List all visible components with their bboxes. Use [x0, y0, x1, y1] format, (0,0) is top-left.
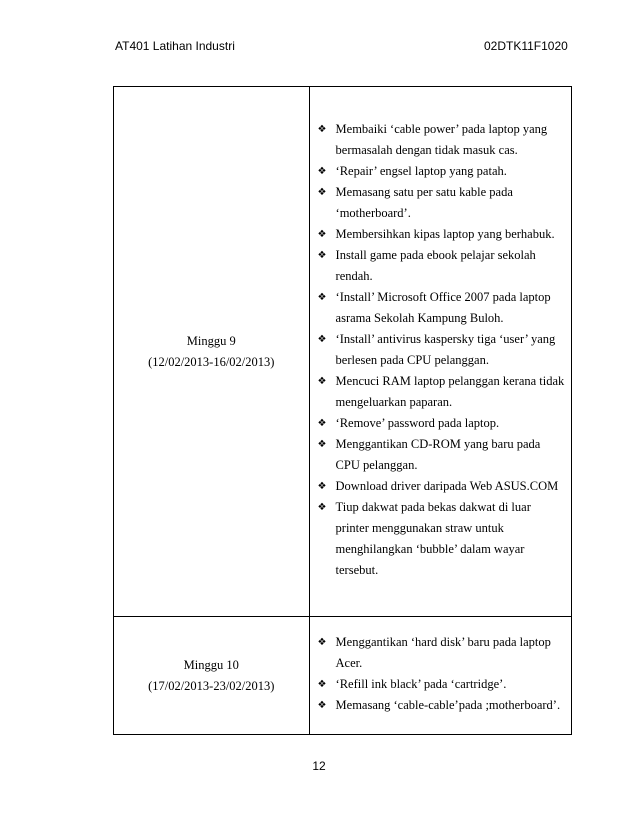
- table-row: [114, 617, 572, 735]
- list-item: ❖ Memasang ‘cable-cable’pada ;motherboard’.: [316, 695, 567, 716]
- list-item: ❖ Download driver daripada Web ASUS.COM: [316, 476, 567, 497]
- list-item: ❖ ‘Install’ Microsoft Office 2007 pada laptop asrama Sekolah Kampung Buloh.: [316, 287, 567, 329]
- diamond-bullet-icon: ❖: [317, 186, 327, 198]
- week-label: Minggu 9: [186, 333, 236, 348]
- list-item: ❖ Memasang satu per satu kable pada ‘motherboard’.: [316, 182, 567, 224]
- diamond-bullet-icon: ❖: [317, 438, 327, 450]
- list-item: ❖ Tiup dakwat pada bekas dakwat di luar printer menggunakan straw untuk menghilangkan ‘bubble’ dalam wayar tersebut.: [316, 497, 567, 581]
- list-item: ❖ ‘Repair’ engsel laptop yang patah.: [316, 161, 567, 182]
- page-number: 12: [312, 759, 326, 773]
- table-row: [114, 87, 572, 617]
- list-item: ❖ Install game pada ebook pelajar sekolah rendah.: [316, 245, 567, 287]
- diamond-bullet-icon: ❖: [317, 699, 327, 711]
- tasks-cell: [309, 617, 571, 735]
- list-item: ❖ Mencuci RAM laptop pelanggan kerana tidak mengeluarkan paparan.: [316, 371, 567, 413]
- header-course-title: AT401 Latihan Industri: [115, 39, 235, 53]
- list-item: ❖ ‘Install’ antivirus kaspersky tiga ‘user’ yang berlesen pada CPU pelanggan.: [316, 329, 567, 371]
- header-student-id: 02DTK11F1020: [484, 39, 568, 53]
- diamond-bullet-icon: ❖: [317, 123, 327, 135]
- task-list: [316, 119, 567, 581]
- diamond-bullet-icon: ❖: [317, 480, 327, 492]
- diamond-bullet-icon: ❖: [317, 333, 327, 345]
- diamond-bullet-icon: ❖: [317, 228, 327, 240]
- diamond-bullet-icon: ❖: [317, 165, 327, 177]
- diamond-bullet-icon: ❖: [317, 636, 327, 648]
- week-date-range: (17/02/2013-23/02/2013): [148, 678, 275, 693]
- list-item: ❖ ‘Refill ink black’ pada ‘cartridge’.: [316, 674, 567, 695]
- week-cell: [114, 87, 310, 617]
- list-item: ❖ Menggantikan CD-ROM yang baru pada CPU pelanggan.: [316, 434, 567, 476]
- week-cell: [114, 617, 310, 735]
- list-item: ❖ Membersihkan kipas laptop yang berhabuk.: [316, 224, 567, 245]
- list-item: ❖ ‘Remove’ password pada laptop.: [316, 413, 567, 434]
- tasks-cell: [309, 87, 571, 617]
- diamond-bullet-icon: ❖: [317, 501, 327, 513]
- diamond-bullet-icon: ❖: [317, 678, 327, 690]
- list-item: ❖ Menggantikan ‘hard disk’ baru pada laptop Acer.: [316, 632, 567, 674]
- diamond-bullet-icon: ❖: [317, 375, 327, 387]
- week-date-range: (12/02/2013-16/02/2013): [148, 354, 275, 369]
- task-list: [316, 632, 567, 716]
- diamond-bullet-icon: ❖: [317, 291, 327, 303]
- diamond-bullet-icon: ❖: [317, 249, 327, 261]
- weekly-log-table: [113, 86, 572, 735]
- diamond-bullet-icon: ❖: [317, 417, 327, 429]
- list-item: ❖ Membaiki ‘cable power’ pada laptop yang bermasalah dengan tidak masuk cas.: [316, 119, 567, 161]
- week-label: Minggu 10: [183, 657, 239, 672]
